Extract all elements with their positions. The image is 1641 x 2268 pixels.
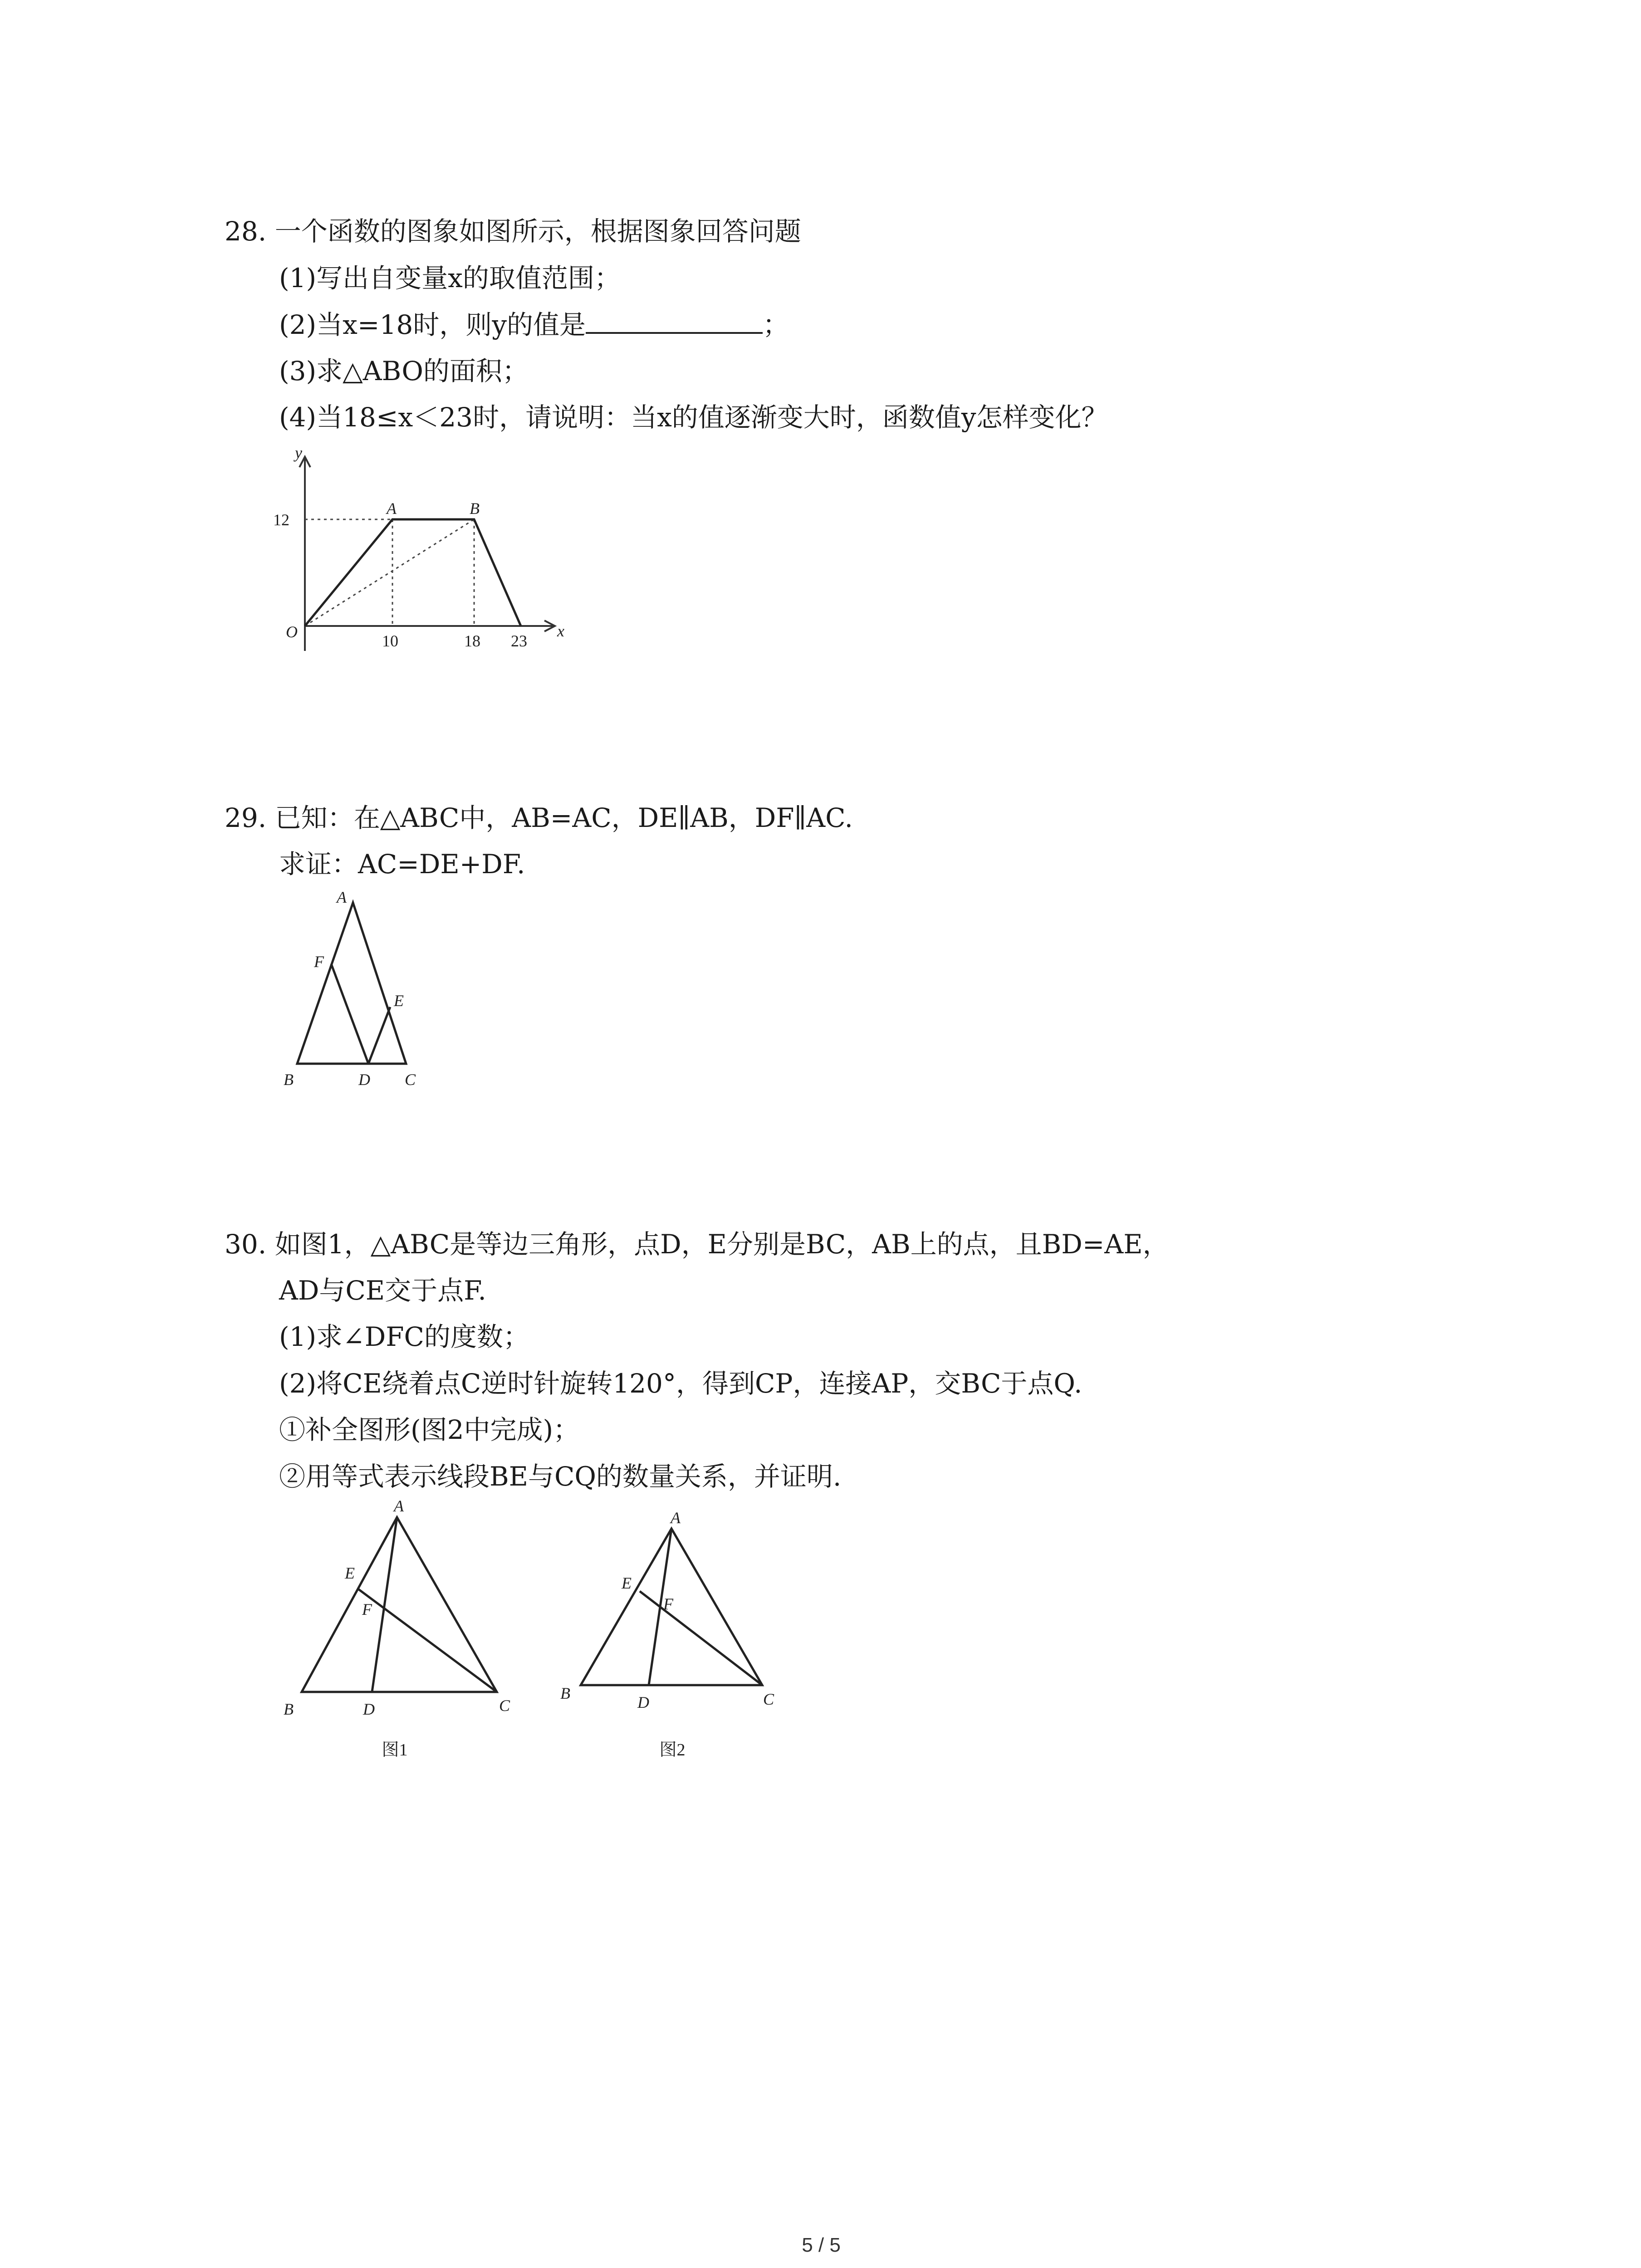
q30-part2: (2)将CE绕着点C逆时针旋转120°，得到CP，连接AP，交BC于点Q. [279,1368,1083,1399]
q28-part1: (1)写出自变量x的取值范围； [279,263,621,293]
q30-part2a: ①补全图形(图2中完成)； [279,1414,580,1445]
fig2-label-c: C [763,1690,774,1708]
fig1-label-e: E [345,1564,355,1582]
q29-prove: 求证：AC=DE+DF. [279,849,525,880]
fig29-label-a: A [337,888,347,906]
fig2-label-f: F [663,1595,673,1613]
fig2-label-d: D [637,1693,649,1711]
fig1-label-f: F [362,1600,372,1618]
y-axis-label: y [295,444,302,462]
point-b-label: B [470,499,480,518]
q28-part3: (3)求△ABO的面积； [279,356,529,386]
fig29-label-f: F [314,953,324,971]
q29-number: 29. 已知：在△ABC中，AB=AC，DE∥AB，DF∥AC. [225,802,853,833]
q30-figure-2 [554,1501,798,1774]
q28-part4: (4)当18≤x＜23时，请说明：当x的值逐渐变大时，函数值y怎样变化？ [279,402,1108,433]
fig1-label-c: C [499,1696,510,1715]
fig29-label-e: E [394,992,404,1010]
fig2-label-a: A [671,1509,681,1527]
fig2-label-e: E [622,1574,632,1592]
q30-line2: AD与CE交于点F. [279,1275,486,1306]
fig2-caption: 图2 [659,1740,686,1760]
y-tick-12: 12 [273,511,289,529]
x-tick-18: 18 [464,632,480,650]
x-tick-10: 10 [382,632,398,650]
origin-label: O [286,623,298,641]
fig29-label-d: D [358,1070,370,1089]
q28-number: 28. 一个函数的图象如图所示，根据图象回答问题 [225,216,801,247]
fig1-label-a: A [394,1497,404,1515]
fig1-label-b: B [284,1700,294,1718]
q28-part2: (2)当x=18时，则y的值是 ； [279,309,789,340]
fig29-label-c: C [405,1070,416,1089]
x-tick-23: 23 [511,632,527,650]
page-number: 5 / 5 [802,2234,841,2256]
q29-triangle-figure [277,889,449,1098]
point-a-label: A [387,499,397,518]
q28-function-graph [263,444,581,665]
fig2-label-b: B [560,1684,570,1702]
x-axis-label: x [557,622,564,640]
q30-part2b: ②用等式表示线段BE与CQ的数量关系，并证明. [279,1461,842,1492]
q30-figure-1 [277,1497,522,1774]
answer-blank[interactable] [586,308,763,334]
q30-part1: (1)求∠DFC的度数； [279,1321,529,1352]
fig1-label-d: D [363,1700,375,1718]
q30-number: 30. 如图1，△ABC是等边三角形，点D，E分别是BC，AB上的点，且BD=AE， [225,1229,1169,1260]
fig29-label-b: B [284,1070,294,1089]
fig1-caption: 图1 [382,1740,408,1760]
